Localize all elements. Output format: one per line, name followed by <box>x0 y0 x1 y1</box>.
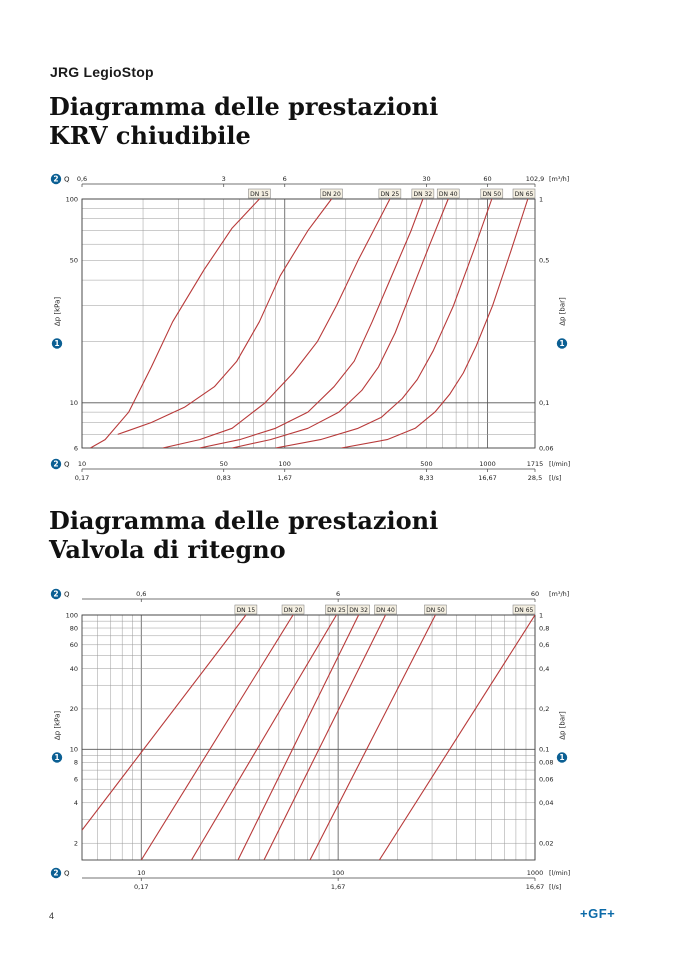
left-axis-tick-label: 6 <box>73 444 78 453</box>
left-axis-tick-label: 20 <box>69 705 78 714</box>
q-marker-number: 2 <box>53 868 59 878</box>
bottom-axis-lmin-label: 500 <box>420 460 433 468</box>
series-label: DN 20 <box>322 190 341 198</box>
bottom-axis-ls-label: 1,67 <box>330 883 346 891</box>
series-label: DN 40 <box>376 606 395 614</box>
bottom-axis-ls-label: 28,5 <box>527 474 543 482</box>
series-label: DN 32 <box>349 606 368 614</box>
series-curve-dn-25 <box>192 615 337 860</box>
left-axis-tick-label: 100 <box>65 195 78 204</box>
top-axis-tick-label: 3 <box>221 175 226 183</box>
series-label: DN 50 <box>426 606 445 614</box>
top-axis-tick-label: 60 <box>483 175 492 183</box>
brand-name: JRG LegioStop <box>50 64 154 80</box>
dp-axis-label-right: Δp [bar] <box>558 297 567 326</box>
series-curve-dn-32 <box>238 615 359 860</box>
dp-axis-label-right: Δp [bar] <box>558 711 567 740</box>
series-curve-dn-65 <box>379 615 535 860</box>
top-axis-tick-label: 30 <box>422 175 431 183</box>
krv-performance-chart <box>0 165 678 495</box>
series-label: DN 15 <box>236 606 256 614</box>
right-axis-tick-label: 0,2 <box>539 705 550 714</box>
top-axis-unit: [m³/h] <box>549 175 570 183</box>
right-axis-tick-label: 0,06 <box>539 444 554 453</box>
top-axis-tick-label: 60 <box>530 590 540 598</box>
series-curve-dn-15 <box>90 199 259 448</box>
q-marker-number: 2 <box>53 459 59 469</box>
bottom-axis-unit-lmin: [l/min] <box>549 460 571 468</box>
bottom-axis-lmin-label: 100 <box>331 869 345 877</box>
bottom-axis-lmin-label: 50 <box>219 460 228 468</box>
gf-logo: +GF+ <box>580 906 616 921</box>
q-marker-number: 2 <box>53 589 59 599</box>
right-axis-tick-label: 0,4 <box>539 664 550 673</box>
right-axis-tick-label: 0,1 <box>539 399 550 408</box>
q-label: Q <box>64 869 70 878</box>
series-curve-dn-40 <box>264 615 386 860</box>
series-label: DN 40 <box>438 190 458 198</box>
series-label: DN 50 <box>482 190 502 198</box>
section-title-line2: KRV chiudibile <box>49 121 251 150</box>
series-label: DN 25 <box>327 606 346 614</box>
bottom-axis-lmin-label: 10 <box>137 869 146 877</box>
left-axis-tick-label: 40 <box>69 664 78 673</box>
bottom-axis-ls-label: 0,17 <box>74 474 90 482</box>
right-axis-tick-label: 0,04 <box>539 799 554 808</box>
left-axis-tick-label: 50 <box>69 256 78 265</box>
plot-frame <box>82 199 535 448</box>
q-label: Q <box>64 175 70 184</box>
section-title-line1: Diagramma delle prestazioni <box>49 506 439 535</box>
series-curve-dn-50 <box>310 615 435 860</box>
bottom-axis-unit-lmin: [l/min] <box>549 869 571 877</box>
top-axis-tick-label: 6 <box>336 590 341 598</box>
q-label: Q <box>64 460 70 469</box>
left-axis-tick-label: 80 <box>69 624 78 633</box>
q-marker-number: 2 <box>53 174 59 184</box>
series-curve-dn-25 <box>163 199 390 448</box>
series-curve-dn-50 <box>276 199 492 448</box>
bottom-axis-ls-label: 8,33 <box>419 474 434 482</box>
series-curve-dn-20 <box>141 615 293 860</box>
right-axis-tick-label: 1 <box>539 195 544 204</box>
series-curve-dn-20 <box>118 199 332 434</box>
dp-marker-number: 1 <box>559 753 565 763</box>
page-number: 4 <box>49 911 55 921</box>
right-axis-tick-label: 0,5 <box>539 256 550 265</box>
dp-marker-number: 1 <box>54 339 60 349</box>
series-label: DN 15 <box>250 190 269 198</box>
left-axis-tick-label: 10 <box>69 399 78 408</box>
left-axis-tick-label: 4 <box>73 799 78 808</box>
check-valve-performance-chart <box>0 582 678 900</box>
right-axis-tick-label: 1 <box>539 611 544 620</box>
left-axis-tick-label: 6 <box>73 775 78 784</box>
bottom-axis-ls-label: 16,67 <box>525 883 545 891</box>
bottom-axis-lmin-label: 1000 <box>479 460 496 468</box>
right-axis-tick-label: 0,06 <box>539 775 554 784</box>
right-axis-tick-label: 0,1 <box>539 745 550 754</box>
left-axis-tick-label: 100 <box>65 611 78 620</box>
bottom-axis-lmin-label: 1000 <box>526 869 544 877</box>
bottom-axis-ls-label: 0,83 <box>216 474 231 482</box>
left-axis-tick-label: 2 <box>73 839 78 848</box>
bottom-axis-unit-ls: [l/s] <box>549 474 562 482</box>
bottom-axis-ls-label: 16,67 <box>478 474 497 482</box>
right-axis-tick-label: 0,6 <box>539 641 550 650</box>
left-axis-tick-label: 10 <box>69 745 78 754</box>
series-label: DN 65 <box>514 190 534 198</box>
series-curve-dn-40 <box>232 199 448 448</box>
top-axis-unit: [m³/h] <box>549 590 570 598</box>
section-title-line1: Diagramma delle prestazioni <box>49 92 439 121</box>
series-curve-dn-65 <box>341 199 528 448</box>
bottom-axis-lmin-label: 100 <box>278 460 291 468</box>
q-label: Q <box>64 590 70 599</box>
series-label: DN 32 <box>413 190 433 198</box>
dp-axis-label-left: Δp [kPa] <box>53 710 62 741</box>
series-label: DN 65 <box>514 606 534 614</box>
top-axis-tick-label: 0,6 <box>136 590 147 598</box>
section-title-line2: Valvola di ritegno <box>49 535 286 564</box>
series-label: DN 20 <box>283 606 303 614</box>
bottom-axis-ls-label: 0,17 <box>134 883 149 891</box>
bottom-axis-ls-label: 1,67 <box>277 474 292 482</box>
section-title-krv <box>49 92 438 150</box>
dp-axis-label-left: Δp [kPa] <box>53 296 62 327</box>
right-axis-tick-label: 0,8 <box>539 624 550 633</box>
right-axis-tick-label: 0,02 <box>539 839 554 848</box>
plot-frame <box>82 615 535 860</box>
top-axis-tick-label: 102,9 <box>525 175 545 183</box>
left-axis-tick-label: 8 <box>73 758 78 767</box>
section-title-valve <box>49 506 438 564</box>
top-axis-tick-label: 6 <box>282 175 287 183</box>
left-axis-tick-label: 60 <box>69 641 78 650</box>
dp-marker-number: 1 <box>559 339 565 349</box>
series-curve-dn-15 <box>82 615 246 830</box>
right-axis-tick-label: 0,08 <box>539 758 554 767</box>
top-axis-tick-label: 0,6 <box>76 175 88 183</box>
dp-marker-number: 1 <box>54 753 60 763</box>
bottom-axis-unit-ls: [l/s] <box>549 883 562 891</box>
bottom-axis-lmin-label: 1715 <box>526 460 544 468</box>
bottom-axis-lmin-label: 10 <box>77 460 87 468</box>
series-label: DN 25 <box>380 190 400 198</box>
